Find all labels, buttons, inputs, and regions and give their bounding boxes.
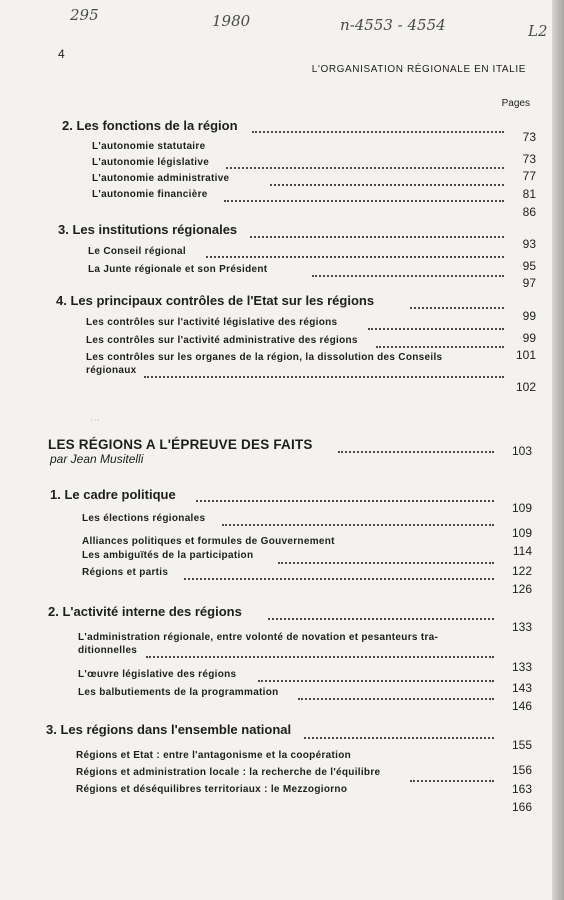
toc-part-title: LES RÉGIONS A L'ÉPREUVE DES FAITS: [48, 437, 313, 452]
handwritten-note: n-4553 - 4554: [340, 16, 446, 34]
dot-leader: [206, 256, 504, 258]
dot-leader: [376, 346, 504, 348]
handwritten-note: 295: [70, 6, 99, 24]
toc-entry: Régions et déséquilibres territoriaux : le Mezzogiorno: [76, 784, 348, 795]
toc-page: 114: [512, 544, 532, 558]
dot-leader: [368, 328, 504, 330]
page-edge-shadow: [552, 0, 564, 900]
toc-page: 99: [522, 309, 536, 323]
dot-leader: [304, 737, 494, 739]
page-number: 4: [58, 47, 65, 61]
toc-page: 143: [511, 681, 532, 695]
dot-leader: [298, 698, 494, 700]
toc-page: 101: [515, 348, 536, 362]
toc-entry: Le Conseil régional: [88, 246, 186, 257]
toc-entry: Les balbutiements de la programmation: [78, 687, 279, 698]
toc-page: 99: [522, 331, 536, 345]
toc-entry: L'administration régionale, entre volonté de novation et pesanteurs tra-: [78, 632, 439, 643]
toc-section-title: 2. Les fonctions de la région: [62, 118, 238, 133]
toc-entry: L'autonomie financière: [92, 189, 208, 200]
toc-section-title: 2. L'activité interne des régions: [48, 604, 242, 619]
toc-section-title: 4. Les principaux contrôles de l'Etat sur les régions: [56, 293, 375, 308]
dot-leader: [270, 184, 504, 186]
toc-page: 102: [515, 380, 536, 394]
toc-page: 73: [522, 130, 536, 144]
dot-leader: [144, 376, 504, 378]
toc-entry: L'autonomie statutaire: [92, 141, 206, 152]
toc-page: 95: [522, 259, 536, 273]
dot-leader: [338, 451, 494, 453]
toc-page: 155: [511, 738, 532, 752]
dot-leader: [146, 656, 494, 658]
toc-entry: L'autonomie législative: [92, 157, 210, 168]
toc-entry: Régions et administration locale : la recherche de l'équilibre: [76, 767, 381, 778]
toc-entry: Alliances politiques et formules de Gouvernement: [82, 536, 335, 547]
toc-entry: Les élections régionales: [82, 513, 206, 524]
toc-page: 146: [511, 699, 532, 713]
toc-section-title: 3. Les institutions régionales: [58, 222, 238, 237]
toc-entry: L'autonomie administrative: [92, 173, 230, 184]
toc-page: 166: [511, 800, 532, 814]
dot-leader: [410, 307, 504, 309]
toc-entry: Régions et Etat : entre l'antagonisme et la coopération: [76, 750, 352, 761]
toc-page: 133: [511, 620, 532, 634]
toc-page: 103: [511, 444, 532, 458]
dot-leader: [252, 131, 504, 133]
toc-page: 86: [522, 205, 536, 219]
dot-leader: [184, 578, 494, 580]
toc-page: 122: [511, 564, 532, 578]
toc-entry: Les contrôles sur l'activité administrative des régions: [86, 335, 358, 346]
toc-page: 73: [522, 152, 536, 166]
toc-page: 81: [522, 187, 536, 201]
toc-page: 97: [522, 276, 536, 290]
toc-page: 109: [511, 501, 532, 515]
toc-page: 163: [511, 782, 532, 796]
toc-page: 126: [511, 582, 532, 596]
dot-leader: [278, 562, 494, 564]
dot-leader: [196, 500, 494, 502]
toc-page: 77: [522, 169, 536, 183]
toc-part-author: par Jean Musitelli: [50, 452, 144, 466]
toc-page: 109: [511, 526, 532, 540]
pages-column-label: Pages: [501, 98, 530, 109]
toc-entry: L'œuvre législative des régions: [78, 669, 237, 680]
toc-entry: Les ambiguïtés de la participation: [82, 550, 254, 561]
dot-leader: [250, 236, 504, 238]
dot-leader: [258, 680, 494, 682]
toc-entry: Les contrôles sur les organes de la région, la dissolution des Conseils: [86, 352, 443, 363]
dot-leader: [410, 780, 494, 782]
toc-entry: Régions et partis: [82, 567, 169, 578]
show-through-text: ⋯: [90, 415, 100, 426]
toc-page: 93: [522, 237, 536, 251]
handwritten-note: L2: [528, 22, 548, 40]
dot-leader: [222, 524, 494, 526]
running-title: L'ORGANISATION RÉGIONALE EN ITALIE: [311, 64, 526, 75]
toc-entry-continued: ditionnelles: [78, 645, 138, 656]
toc-page: 133: [511, 660, 532, 674]
toc-entry-continued: régionaux: [86, 365, 137, 376]
dot-leader: [226, 167, 504, 169]
dot-leader: [224, 200, 504, 202]
dot-leader: [268, 618, 494, 620]
toc-entry: La Junte régionale et son Président: [88, 264, 268, 275]
toc-entry: Les contrôles sur l'activité législative des régions: [86, 317, 338, 328]
toc-section-title: 1. Le cadre politique: [50, 487, 176, 502]
toc-page: 156: [511, 763, 532, 777]
toc-section-title: 3. Les régions dans l'ensemble national: [46, 722, 292, 737]
dot-leader: [312, 275, 504, 277]
handwritten-note: 1980: [212, 12, 251, 30]
